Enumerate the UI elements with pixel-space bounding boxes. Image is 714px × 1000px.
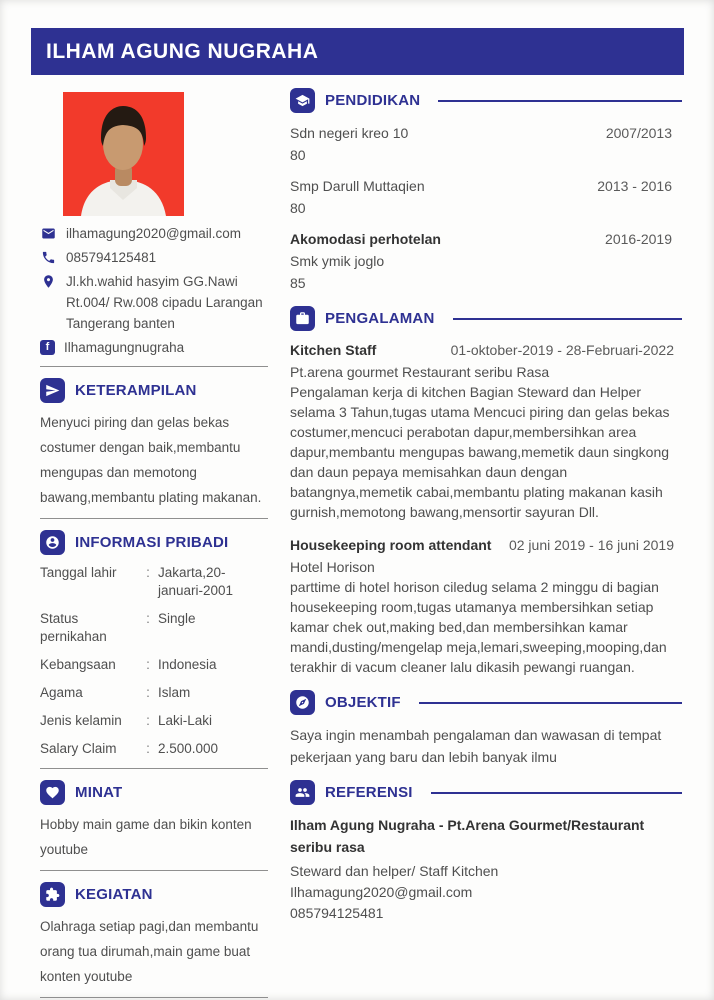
education-period: 2016-2019	[605, 231, 672, 247]
reference-name: Ilham Agung Nugraha - Pt.Arena Gourmet/Restaurant seribu rasa	[290, 817, 645, 855]
profile-photo	[63, 92, 184, 216]
info-label: Jenis kelamin	[40, 713, 122, 728]
info-value: Islam	[158, 685, 191, 700]
contact-list	[40, 223, 268, 358]
school-name: Smp Darull Muttaqien	[290, 178, 425, 194]
left-column	[40, 92, 268, 998]
job-period: 02 juni 2019 - 16 juni 2019	[508, 537, 674, 553]
heart-icon	[40, 780, 65, 805]
info-colon	[138, 656, 158, 674]
info-colon	[138, 740, 158, 758]
section-pendidikan	[290, 88, 684, 294]
section-header	[40, 530, 268, 555]
info-row-status-pernikahan	[40, 610, 268, 646]
education-entry	[290, 228, 684, 294]
section-title: PENDIDIKAN	[325, 92, 421, 109]
contact-email-text: ilhamagung2020@gmail.com	[66, 226, 242, 241]
paper-plane-icon	[40, 378, 65, 403]
compass-icon	[290, 690, 315, 715]
job-company: Pt.arena gourmet Restaurant seribu Rasa	[290, 364, 550, 380]
section-header	[290, 690, 684, 715]
info-row-jenis-kelamin	[40, 712, 268, 730]
activities-body: Olahraga setiap pagi,dan membantu orang tua dirumah,main game buat konten youtube	[40, 919, 259, 984]
job-role: Housekeeping room attendant	[290, 537, 492, 553]
contact-address-text: Jl.kh.wahid hasyim GG.Nawi Rt.004/ Rw.008 cipadu Larangan Tangerang banten	[66, 274, 263, 331]
section-header	[40, 780, 268, 805]
puzzle-icon	[40, 882, 65, 907]
info-colon	[138, 610, 158, 646]
personal-info-rows	[40, 564, 268, 758]
info-value: Laki-Laki	[158, 713, 213, 728]
divider	[40, 518, 268, 519]
contact-phone	[40, 247, 268, 268]
section-keterampilan	[40, 378, 268, 510]
job-period: 01-oktober-2019 - 28-Februari-2022	[450, 342, 674, 358]
mail-icon	[40, 223, 57, 244]
people-icon	[290, 780, 315, 805]
info-row-tanggal-lahir	[40, 564, 268, 600]
divider	[40, 997, 268, 998]
school-name: Akomodasi perhotelan	[290, 231, 441, 247]
section-title: OBJEKTIF	[325, 694, 401, 711]
school-name: Sdn negeri kreo 10	[290, 125, 409, 141]
header-bar	[31, 28, 684, 75]
job-entry	[290, 535, 684, 677]
info-row-agama	[40, 684, 268, 702]
education-period: 2013 - 2016	[597, 178, 672, 194]
title-rule	[431, 792, 682, 794]
phone-icon	[40, 247, 57, 268]
section-referensi	[290, 780, 684, 924]
reference-phone: 085794125481	[290, 905, 384, 921]
divider	[40, 870, 268, 871]
info-label: Agama	[40, 685, 83, 700]
section-title: KETERAMPILAN	[75, 382, 197, 399]
info-value: 2.500.000	[158, 741, 219, 756]
section-title: PENGALAMAN	[325, 310, 435, 327]
objective-body: Saya ingin menambah pengalaman dan wawasan di tempat pekerjaan yang baru dan lebih banyak ilmu	[290, 727, 662, 765]
info-colon	[138, 564, 158, 600]
info-label: Salary Claim	[40, 741, 117, 756]
facebook-icon	[40, 340, 55, 355]
interests-body: Hobby main game dan bikin konten youtube	[40, 817, 252, 857]
title-rule	[453, 318, 683, 320]
section-pengalaman	[290, 306, 684, 677]
education-period: 2007/2013	[605, 125, 672, 141]
education-score: 85	[290, 275, 306, 291]
section-objektif	[290, 690, 684, 768]
section-header	[40, 882, 268, 907]
title-rule	[419, 702, 682, 704]
section-informasi-pribadi	[40, 530, 268, 758]
contact-facebook	[40, 337, 268, 358]
section-title: REFERENSI	[325, 784, 413, 801]
info-label: Tanggal lahir	[40, 565, 117, 580]
education-entry	[290, 122, 684, 166]
section-minat	[40, 780, 268, 862]
title-rule	[438, 100, 682, 102]
section-header	[290, 780, 684, 805]
education-score: 80	[290, 200, 306, 216]
section-header	[290, 306, 684, 331]
section-kegiatan	[40, 882, 268, 989]
job-entry	[290, 340, 684, 522]
education-entry	[290, 175, 684, 219]
contact-email	[40, 223, 268, 244]
section-header	[40, 378, 268, 403]
contact-phone-text: 085794125481	[66, 250, 157, 265]
info-row-salary-claim	[40, 740, 268, 758]
section-title: MINAT	[75, 784, 123, 801]
profile-photo-illustration	[63, 92, 184, 216]
education-score: 80	[290, 147, 306, 163]
section-header	[290, 88, 684, 113]
job-company: Hotel Horison	[290, 559, 375, 575]
reference-email: Ilhamagung2020@gmail.com	[290, 884, 473, 900]
briefcase-icon	[290, 306, 315, 331]
info-value: Jakarta,20-januari-2001	[158, 565, 234, 598]
divider	[40, 366, 268, 367]
job-role: Kitchen Staff	[290, 342, 377, 358]
info-label: Status pernikahan	[40, 611, 107, 644]
contact-facebook-text: Ilhamagungnugraha	[64, 340, 185, 355]
info-value: Indonesia	[158, 657, 217, 672]
info-row-kebangsaan	[40, 656, 268, 674]
education-detail: Smk ymik joglo	[290, 253, 385, 269]
info-value: Single	[158, 611, 196, 626]
graduation-cap-icon	[290, 88, 315, 113]
skills-body: Menyuci piring dan gelas bekas costumer dengan baik,membantu mengupas dan memotong bawang,membantu plating makanan.	[40, 415, 262, 505]
location-pin-icon	[40, 271, 57, 334]
reference-role: Steward dan helper/ Staff Kitchen	[290, 863, 499, 879]
info-colon	[138, 684, 158, 702]
info-colon	[138, 712, 158, 730]
job-description: parttime di hotel horison ciledug selama 2 minggu di bagian housekeeping room,tugas utamanya membersihkan setiap kamar chek out,making bed,dan membersihkan kamar mandi,dusting/mengelap meja,lemari,sweeping,mooping,dan terakhir di vacum cleaner lalu dikasih pewangi ruangan.	[290, 579, 667, 675]
job-description: Pengalaman kerja di kitchen Bagian Steward dan Helper selama 3 Tahun,tugas utama Mencuci piring dan gelas bekas costumer,mencuci perabotan dapur,membersihkan area dapur,membantu mengupas bawang,memetik daun singkong dan daun pepaya memisahkan daun dengan batangnya,memetik cabai,membantu plating makanan kasih gurnish,memotong bawang,mensortir sayuran Dll.	[290, 384, 670, 520]
person-icon	[40, 530, 65, 555]
page-title: ILHAM AGUNG NUGRAHA	[46, 39, 319, 63]
info-label: Kebangsaan	[40, 657, 116, 672]
section-title: KEGIATAN	[75, 886, 153, 903]
divider	[40, 768, 268, 769]
section-title: INFORMASI PRIBADI	[75, 534, 229, 551]
right-column	[290, 88, 684, 936]
contact-address	[40, 271, 268, 334]
